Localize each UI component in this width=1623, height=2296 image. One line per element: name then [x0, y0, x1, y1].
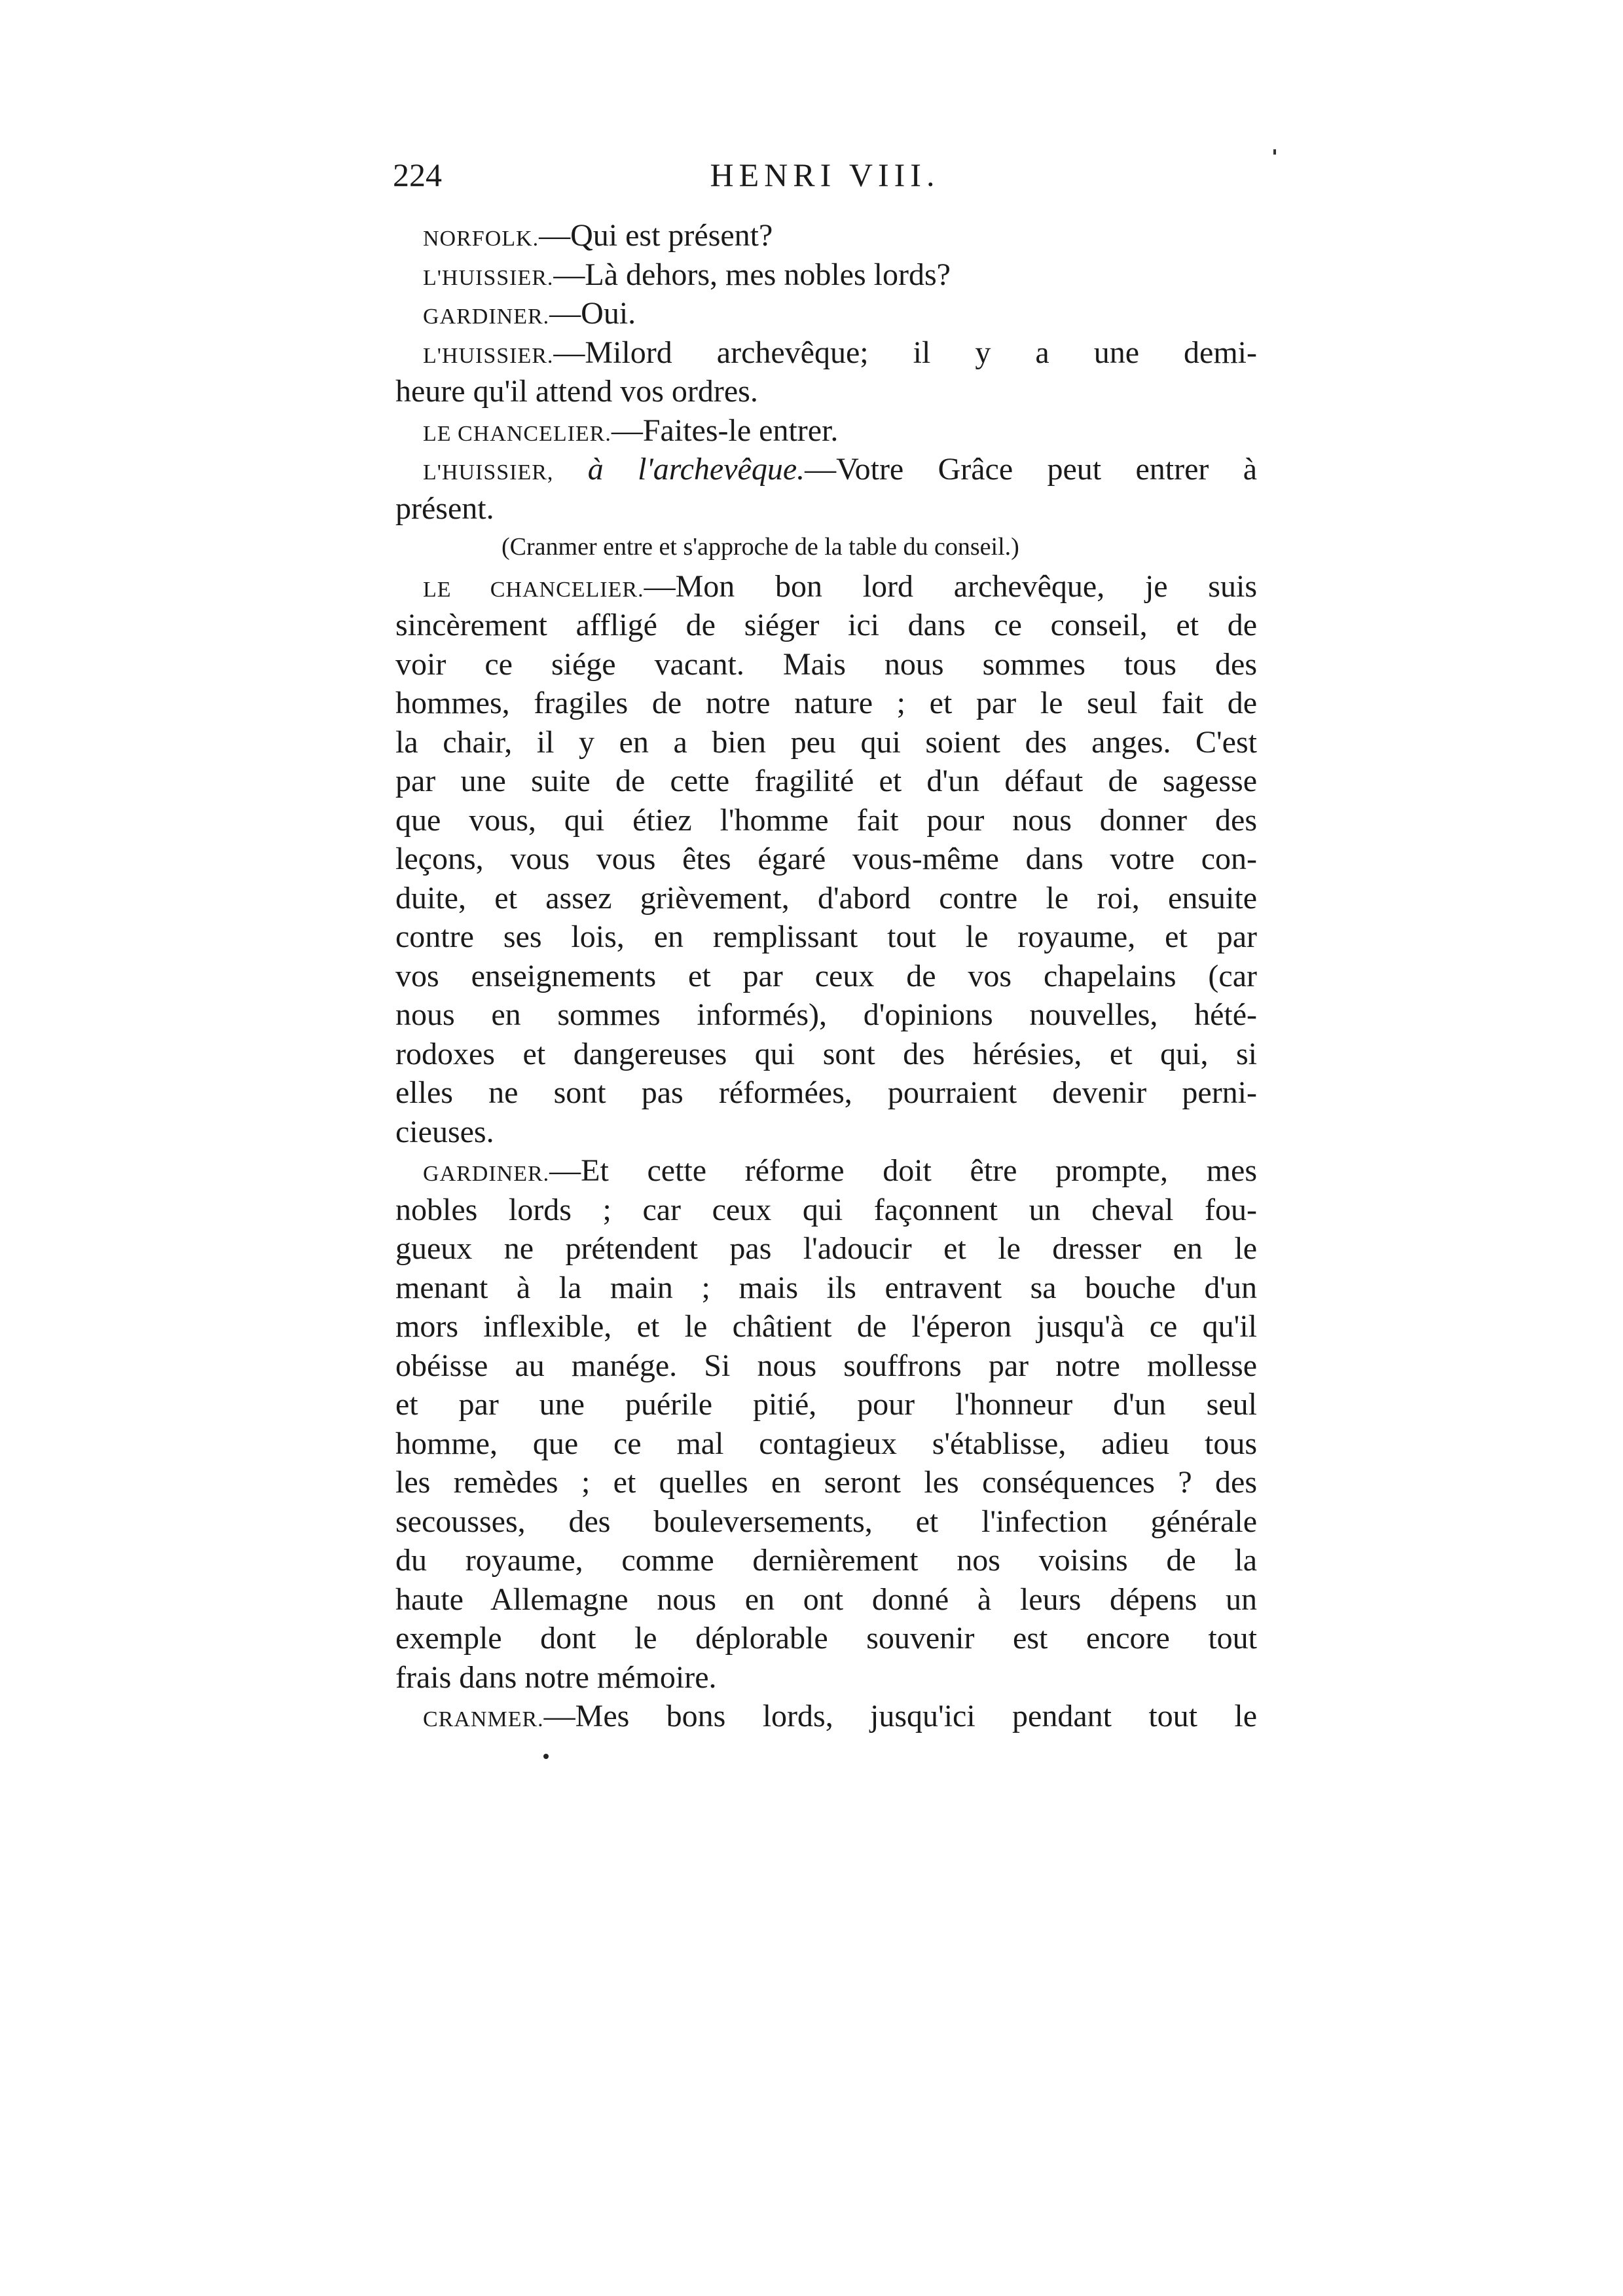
line-text: mors inflexible, et le châtient de l'éperon jusqu'à ce qu'il [395, 1309, 1257, 1344]
line-text: la chair, il y en a bien peu qui soient des anges. C'est [395, 724, 1257, 760]
text-line [395, 1035, 1257, 1074]
page-body-text [395, 216, 1257, 1736]
scan-dot [543, 1754, 549, 1759]
line-text: elles ne sont pas réformées, pourraient devenir perni- [395, 1075, 1257, 1110]
line-text: rodoxes et dangereuses qui sont des hérésies, et qui, si [395, 1036, 1257, 1071]
line-text: —Mon bon lord archevêque, je suis [644, 568, 1258, 604]
text-line [395, 762, 1257, 801]
text-line [395, 1307, 1257, 1346]
text-line [395, 1229, 1257, 1268]
text-line [395, 1073, 1257, 1113]
line-text: sincèrement affligé de siéger ici dans ce conseil, et de [395, 608, 1257, 642]
page-number: 224 [393, 157, 442, 193]
line-text: obéisse au manége. Si nous souffrons par notre mollesse [395, 1348, 1257, 1383]
line-text: —Faites-le entrer. [611, 413, 839, 448]
line-text: contre ses lois, en remplissant tout le royaume, et par [395, 919, 1257, 954]
speaker-name: LE CHANCELIER. [423, 577, 644, 602]
text-line [395, 567, 1257, 606]
text-line [395, 294, 1257, 333]
line-text: par une suite de cette fragilité et d'un défaut de sagesse [395, 764, 1257, 798]
line-text: —Mes bons lords, jusqu'ici pendant tout le [543, 1699, 1257, 1733]
line-text: heure qu'il attend vos ordres. [395, 374, 758, 409]
running-title: HENRI VIII. [710, 157, 940, 193]
line-text: cieuses. [395, 1114, 494, 1149]
text-line [395, 255, 1257, 295]
line-text: nobles lords ; car ceux qui façonnent un cheval fou- [395, 1192, 1257, 1227]
line-text: —Votre Grâce peut entrer à [805, 452, 1257, 487]
line-text: du royaume, comme dernièrement nos voisins de la [395, 1543, 1257, 1578]
text-line [395, 879, 1257, 918]
line-text: —Qui est présent? [539, 218, 773, 253]
text-line [395, 1113, 1257, 1152]
text-line [395, 1502, 1257, 1542]
line-text: secousses, des bouleversements, et l'infection générale [395, 1504, 1257, 1539]
speaker-name: GARDINER. [423, 1162, 550, 1186]
text-line [395, 411, 1257, 451]
running-header [393, 156, 1257, 202]
line-text: duite, et assez grièvement, d'abord contre le roi, ensuite [395, 880, 1257, 916]
line-text: exemple dont le déplorable souvenir est encore tout [395, 1621, 1257, 1656]
line-text: —Là dehors, mes nobles lords? [553, 257, 951, 292]
text-line [395, 917, 1257, 957]
text-line [395, 1658, 1257, 1697]
line-text: haute Allemagne nous en ont donné à leurs dépens un [395, 1582, 1257, 1617]
text-line [395, 995, 1257, 1035]
line-text: et par une puérile pitié, pour l'honneur d'un seul [395, 1387, 1257, 1422]
speaker-name: NORFOLK. [423, 227, 539, 251]
speaker-direction: à l'archevêque. [553, 452, 805, 487]
text-line [395, 1424, 1257, 1464]
text-line [395, 645, 1257, 684]
line-text: hommes, fragiles de notre nature ; et par le seul fait de [395, 686, 1257, 720]
text-line [395, 684, 1257, 723]
text-line [395, 1268, 1257, 1308]
text-line [395, 1346, 1257, 1386]
text-line [395, 1191, 1257, 1230]
text-line [395, 1385, 1257, 1424]
speaker-name: CRANMER. [423, 1707, 544, 1731]
text-line [395, 1541, 1257, 1580]
text-line [395, 489, 1257, 528]
text-line [395, 1619, 1257, 1658]
line-text: —Et cette réforme doit être prompte, mes [549, 1153, 1257, 1188]
line-text: menant à la main ; mais ils entravent sa bouche d'un [395, 1270, 1257, 1305]
speaker-name: GARDINER. [423, 305, 550, 329]
text-line [395, 1151, 1257, 1191]
text-line [395, 372, 1257, 411]
text-line [395, 450, 1257, 489]
text-line [395, 216, 1257, 255]
line-text: nous en sommes informés), d'opinions nouvelles, hété- [395, 997, 1257, 1032]
text-line [395, 606, 1257, 645]
stage-direction [395, 528, 1257, 567]
line-text: voir ce siége vacant. Mais nous sommes tous des [395, 646, 1257, 682]
speaker-name: LE CHANCELIER. [423, 421, 611, 446]
speaker-name: L'HUISSIER. [423, 343, 554, 368]
line-text: leçons, vous vous êtes égaré vous-même dans votre con- [395, 842, 1257, 876]
line-text: frais dans notre mémoire. [395, 1659, 717, 1695]
text-line [395, 957, 1257, 996]
line-text: gueux ne prétendent pas l'adoucir et le dresser en le [395, 1231, 1257, 1266]
text-line [395, 801, 1257, 840]
line-text: —Milord archevêque; il y a une demi- [553, 335, 1257, 370]
line-text: —Oui. [549, 296, 636, 331]
text-line [395, 1697, 1257, 1736]
line-text: que vous, qui étiez l'homme fait pour nous donner des [395, 802, 1257, 838]
text-line [395, 1463, 1257, 1502]
text-line [395, 333, 1257, 373]
scan-speck [1273, 149, 1276, 155]
text-line [395, 840, 1257, 879]
line-text: les remèdes ; et quelles en seront les conséquences ? des [395, 1465, 1257, 1500]
text-line [395, 723, 1257, 762]
line-text: présent. [395, 491, 494, 526]
line-text: vos enseignements et par ceux de vos chapelains (car [395, 958, 1257, 993]
text-line [395, 1580, 1257, 1620]
stage-direction-text: (Cranmer entre et s'approche de la table du conseil.) [501, 533, 1019, 561]
line-text: homme, que ce mal contagieux s'établisse, adieu tous [395, 1426, 1257, 1461]
speaker-name: L'HUISSIER, [423, 460, 554, 485]
speaker-name: L'HUISSIER. [423, 265, 554, 290]
